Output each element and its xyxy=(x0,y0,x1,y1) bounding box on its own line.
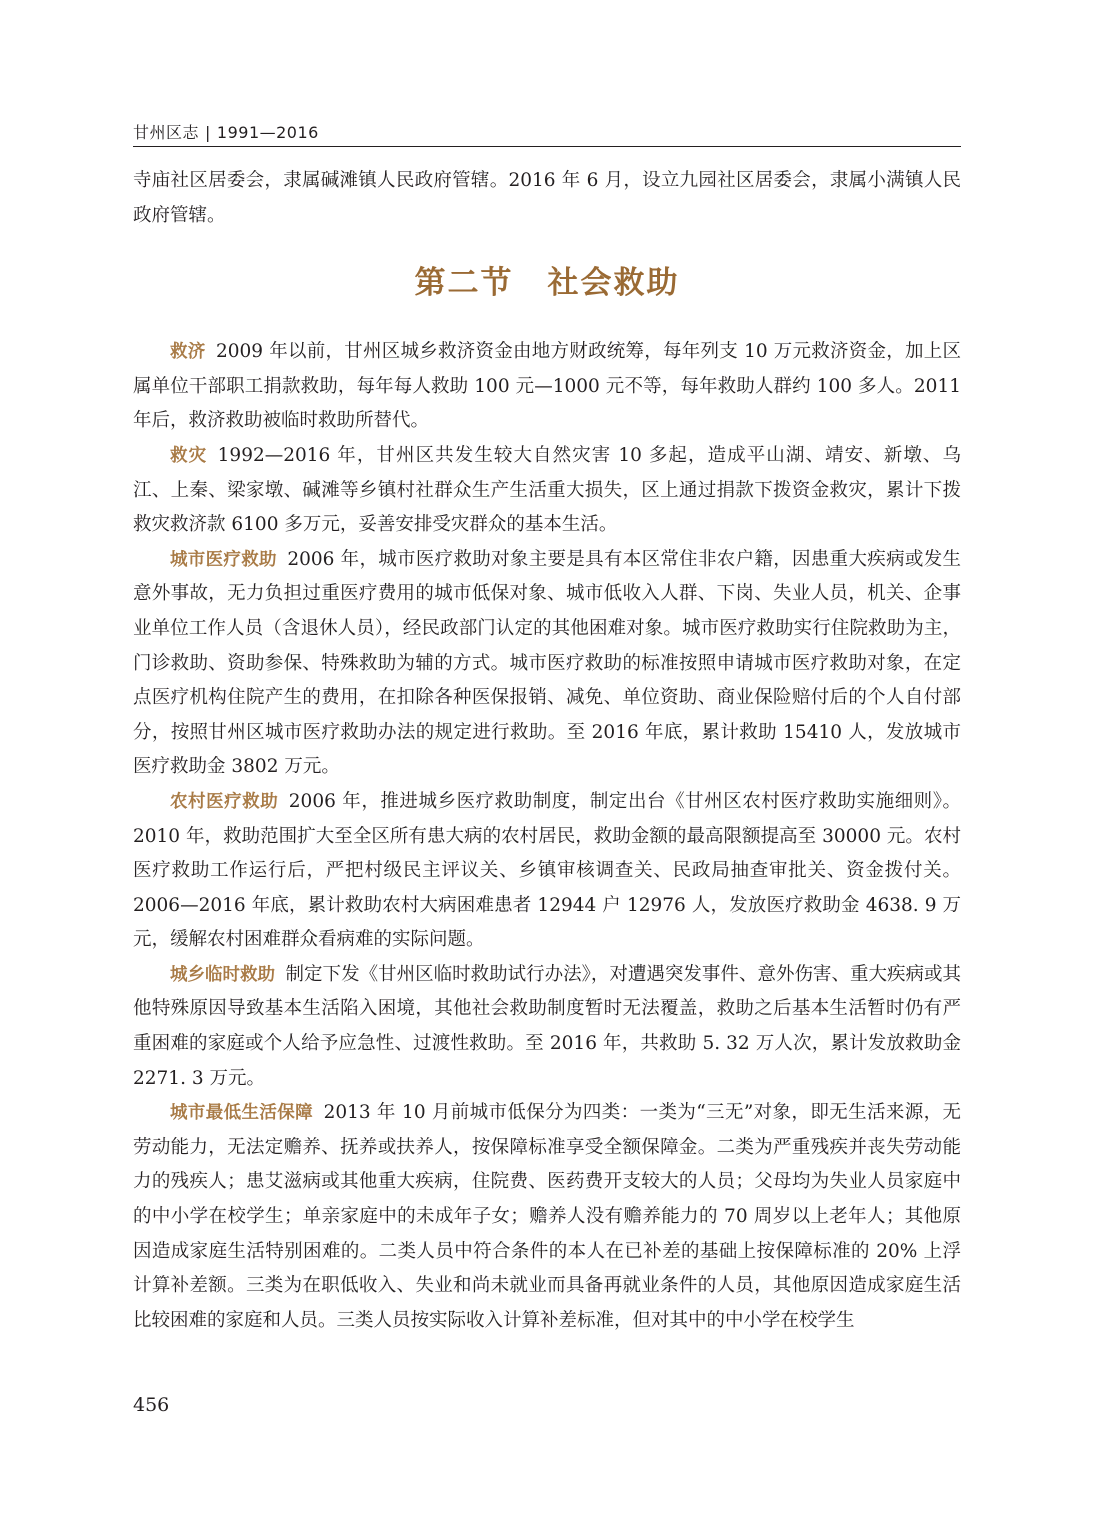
paragraph-text: 2013 年 10 月前城市低保分为四类：一类为“三无”对象，即无生活来源，无劳动能力，无法定赡养、抚养或扶养人，按保障标准享受全额保障金。二类为严重残疾并丧失劳动能力的残疾人；患艾滋病或其他重大疾病，住院费、医药费开支较大的人员；父母均为失业人员家庭中的中小学在校学生；单亲家庭中的未成年子女；赡养人没有赡养能力的 70 周岁以上老年人；其他原因造成家庭生活特别困难的。二类人员中符合条件的本人在已补差的基础上按保障标准的 20% 上浮计算补差额。三类为在职低收入、失业和尚未就业而具备再就业条件的人员，其他原因造成家庭生活比较困难的家庭和人员。三类人员按实际收入计算补差标准，但对其中的中小学在校学生 xyxy=(133,1102,961,1331)
paragraph-term: 城乡临时救助 xyxy=(170,964,276,985)
paragraph-term: 城市医疗救助 xyxy=(170,549,277,570)
paragraph-relief xyxy=(133,335,961,439)
paragraph-text: 2009 年以前，甘州区城乡救济资金由地方财政统筹，每年列支 10 万元救济资金，加上区属单位干部职工捐款救助，每年每人救助 100 元—1000 元不等，每年救助人群约 100 多人。2011 年后，救济救助被临时救助所替代。 xyxy=(133,341,961,432)
header-rule xyxy=(133,146,961,147)
paragraph-urban-medical-aid xyxy=(133,543,961,785)
header-separator: | xyxy=(205,123,211,142)
paragraph-term: 救济 xyxy=(170,342,206,363)
paragraph-term: 城市最低生活保障 xyxy=(170,1103,314,1124)
paragraph-disaster-relief xyxy=(133,439,961,543)
running-header xyxy=(133,120,319,143)
page-number: 456 xyxy=(133,1394,170,1416)
paragraph-term: 农村医疗救助 xyxy=(170,791,279,812)
paragraph-term: 救灾 xyxy=(170,445,208,466)
paragraph-temporary-aid xyxy=(133,958,961,1096)
intro-paragraph: 寺庙社区居委会，隶属碱滩镇人民政府管辖。2016 年 6 月，设立九园社区居委会，隶属小满镇人民政府管辖。 xyxy=(133,170,961,226)
section-heading xyxy=(133,261,961,305)
paragraph-text: 2006 年，城市医疗救助对象主要是具有本区常住非农户籍，因患重大疾病或发生意外事故，无力负担过重医疗费用的城市低保对象、城市低收入人群、下岗、失业人员，机关、企事业单位工作人员（含退休人员），经民政部门认定的其他困难对象。城市医疗救助实行住院救助为主，门诊救助、资助参保、特殊救助为辅的方式。城市医疗救助的标准按照申请城市医疗救助对象，在定点医疗机构住院产生的费用，在扣除各种医保报销、减免、单位资助、商业保险赔付后的个人自付部分，按照甘州区城市医疗救助办法的规定进行救助。至 2016 年底，累计救助 15410 人，发放城市医疗救助金 3802 万元。 xyxy=(133,548,962,778)
paragraph-text: 制定下发《甘州区临时救助试行办法》，对遭遇突发事件、意外伤害、重大疾病或其他特殊原因导致基本生活陷入困境，其他社会救助制度暂时无法覆盖，救助之后基本生活暂时仍有严重困难的家庭或个人给予应急性、过渡性救助。至 2016 年，共救助 5. 32 万人次，累计发放救助金 2271. 3 万元。 xyxy=(133,963,962,1089)
paragraph-rural-medical-aid xyxy=(133,785,961,958)
paragraph-text: 1992—2016 年，甘州区共发生较大自然灾害 10 多起，造成平山湖、靖安、新墩、乌江、上秦、梁家墩、碱滩等乡镇村社群众生产生活重大损失，区上通过捐款下拨资金救灾，累计下拨救灾救济款 6100 多万元，妥善安排受灾群众的基本生活。 xyxy=(133,444,961,536)
section-title: 社会救助 xyxy=(547,265,680,302)
header-years: 1991—2016 xyxy=(216,123,319,142)
section-number: 第二节 xyxy=(414,265,514,302)
page-content xyxy=(133,164,961,1338)
paragraph-minimum-living-security xyxy=(133,1096,961,1338)
book-page xyxy=(133,0,961,1536)
paragraph-text: 2006 年，推进城乡医疗救助制度，制定出台《甘州区农村医疗救助实施细则》。2010 年，救助范围扩大至全区所有患大病的农村居民，救助金额的最高限额提高至 30000 元。农村医疗救助工作运行后，严把村级民主评议关、乡镇审核调查关、民政局抽查审批关、资金拨付关。2006—2016 年底，累计救助农村大病困难患者 12944 户 12976 人，发放医疗救助金 4638. 9 万元，缓解农村困难群众看病难的实际问题。 xyxy=(133,790,962,951)
book-title: 甘州区志 xyxy=(133,123,200,142)
